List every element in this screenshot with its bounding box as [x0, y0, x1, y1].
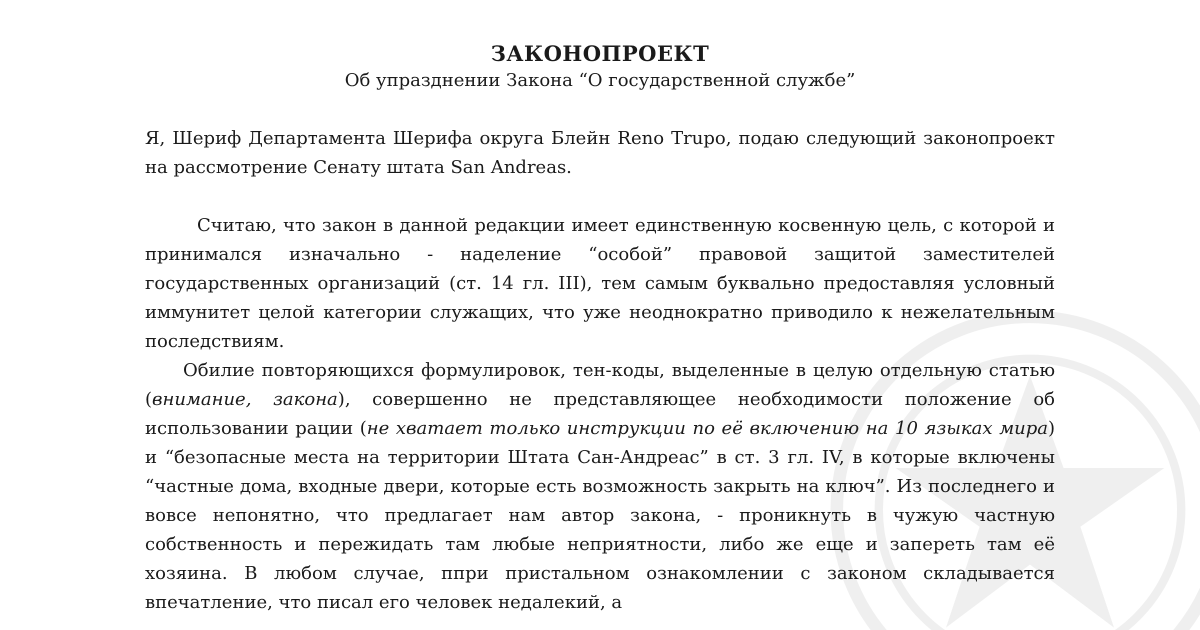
paragraph-2-italic-1: внимание, закона — [152, 389, 338, 410]
document-title: ЗАКОНОПРОЕКТ — [490, 41, 710, 66]
paragraph-2-text-3: ) и “безопасные места на территории Штата Сан-Андреас” в ст. 3 гл. IV, в которые включены “частные дома, входные двери, которые есть возможность закрыть на ключ”. Из последнего и вовсе непонятно, что предлагает нам автор закона, - проникнуть в чужую частную собственность и пережидать там любые неприятности, либо же еще и запереть там её хозяина. В любом случае, ппри пристальном ознакомлении с законом складывается впечатление, что писал его человек недалекий, а — [145, 418, 1055, 613]
intro-paragraph: Я, Шериф Департамента Шерифа округа Блейн Reno Trupo, подаю следующий законопроект на рассмотрение Сенату штата San Andreas. — [145, 128, 1055, 178]
paragraph-2-text-1: Обилие повторяющихся формулировок, тен-коды, выделенные в целую отдельную статью ( — [145, 360, 1055, 410]
paragraph-2-text-2: ), совершенно не представляющее необходимости положение об использовании рации ( — [145, 389, 1055, 439]
document-body — [145, 40, 1055, 617]
paragraph-1: Считаю, что закон в данной редакции имеет единственную косвенную цель, с которой и принимался изначально - наделение “особой” правовой защитой заместителей государственных организаций (ст. 14 гл. III), тем самым буквально предоставляя условный иммунитет целой категории служащих, что уже неоднократно приводило к нежелательным последствиям. — [145, 215, 1055, 352]
document-subtitle: Об упразднении Закона “О государственной службе” — [344, 70, 856, 91]
paragraph-2-italic-2: не хватает только инструкции по её включению на 10 языках мира — [366, 418, 1048, 439]
paragraph-2 — [145, 356, 1055, 617]
